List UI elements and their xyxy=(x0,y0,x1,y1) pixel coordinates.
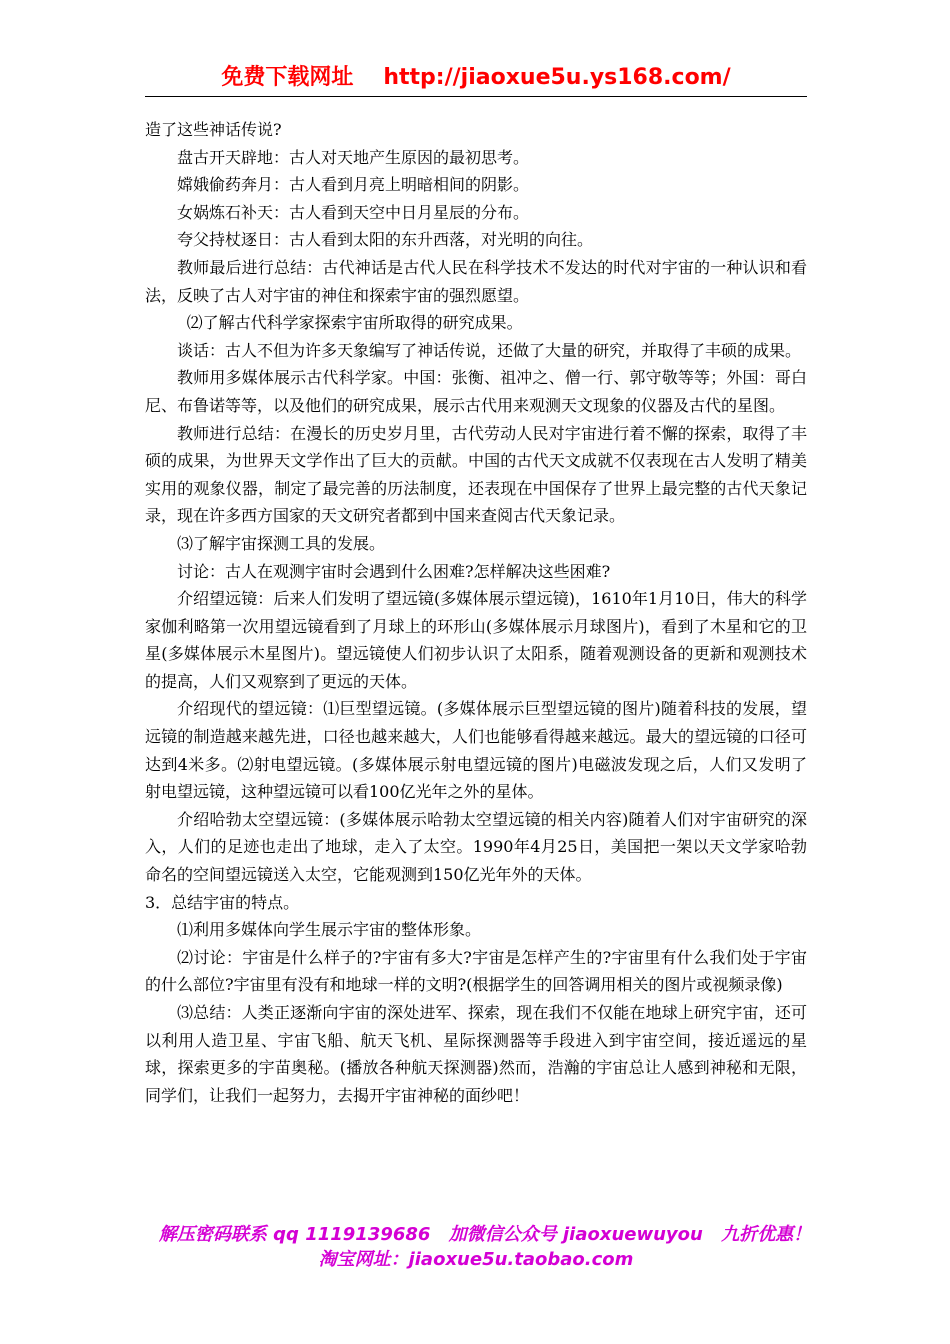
paragraph: 夸父持杖逐日：古人看到太阳的东升西落，对光明的向往。 xyxy=(177,230,594,250)
paragraph: ⑶总结：人类正逐渐向宇宙的深处进军、探索，现在我们不仅能在地球上研究宇宙，还可以利用人造卫星、宇宙飞船、航天飞机、星际探测器等手段进入到宇宙空间，接近遥远的星球，探索更多的宇苗奥秘。(播放各种航天探测器)然而，浩瀚的宇宙总让人感到神秘和无限，同学们，让我们一起努力，去揭开宇宙神秘的面纱吧！ xyxy=(145,1003,807,1105)
header-label: 免费下载网址 xyxy=(221,65,354,90)
page-header xyxy=(145,62,807,97)
paragraph: 讨论：古人在观测宇宙时会遇到什么困难?怎样解决这些困难? xyxy=(177,561,611,581)
header-url[interactable]: http://jiaoxue5u.ys168.com/ xyxy=(383,65,731,90)
footer-discount: 九折优惠！ xyxy=(721,1224,812,1245)
paragraph: 谈话：古人不但为许多天象编写了神话传说，还做了大量的研究，并取得了丰硕的成果。 xyxy=(177,340,802,360)
paragraph: 教师进行总结：在漫长的历史岁月里，古代劳动人民对宇宙进行着不懈的探索，取得了丰硕的成果，为世界天文学作出了巨大的贡献。中国的古代天文成就不仅表现在古人发明了精美实用的观象仪器，制定了最完善的历法制度，还表现在中国保存了世界上最完整的古代天象记录，现在许多西方国家的天文研究者都到中国来查阅古代天象记录。 xyxy=(145,423,807,526)
paragraph: 介绍哈勃太空望远镜：(多媒体展示哈勃太空望远镜的相关内容)随着人们对宇宙研究的深入，人们的足迹也走出了地球，走入了太空。1990年4月25日，美国把一架以天文学家哈勃命名的空间望远镜送入太空，它能观测到150亿光年外的天体。 xyxy=(145,809,807,885)
paragraph: 教师最后进行总结：古代神话是古代人民在科学技术不发达的时代对宇宙的一种认识和看法，反映了古人对宇宙的神住和探索宇宙的强烈愿望。 xyxy=(145,257,807,305)
section-heading: 3．总结宇宙的特点。 xyxy=(145,892,300,912)
paragraph: 教师用多媒体展示古代科学家。中国：张衡、祖冲之、僧一行、郭守敬等等；外国：哥白尼、布鲁诺等等，以及他们的研究成果，展示古代用来观测天文现象的仪器及古代的星图。 xyxy=(145,368,807,415)
paragraph: 造了这些神话传说? xyxy=(145,120,282,139)
paragraph: ⑵了解古代科学家探索宇宙所取得的研究成果。 xyxy=(186,313,523,333)
paragraph: 盘古开天辟地：古人对天地产生原因的最初思考。 xyxy=(177,147,530,167)
paragraph: ⑶了解宇宙探测工具的发展。 xyxy=(177,533,386,553)
paragraph: 嫦娥偷药奔月：古人看到月亮上明暗相间的阴影。 xyxy=(177,175,530,195)
footer-contact xyxy=(145,1220,825,1246)
footer-qq: 解压密码联系 qq 1119139686 xyxy=(158,1224,431,1245)
footer-taobao[interactable]: 淘宝网址：jiaoxue5u.taobao.com xyxy=(318,1249,634,1270)
paragraph: 女娲炼石补天：古人看到天空中日月星辰的分布。 xyxy=(177,202,530,222)
paragraph: ⑴利用多媒体向学生展示宇宙的整体形象。 xyxy=(177,920,482,940)
footer-wechat: 加微信公众号 jiaoxuewuyou xyxy=(448,1224,703,1245)
document-body xyxy=(145,116,807,1109)
paragraph: 介绍望远镜：后来人们发明了望远镜(多媒体展示望远镜)，1610年1月10日，伟大的科学家伽利略第一次用望远镜看到了月球上的环形山(多媒体展示月球图片)，看到了木星和它的卫星(多媒体展示木星图片)。望远镜使人们初步认识了太阳系，随着观测设备的更新和观测技术的提高，人们又观察到了更远的天体。 xyxy=(145,589,807,691)
paragraph: ⑵讨论：宇宙是什么样子的?宇宙有多大?宇宙是怎样产生的?宇宙里有什么我们处于宇宙的什么部位?宇宙里有没有和地球一样的文明?(根据学生的回答调用相关的图片或视频录像) xyxy=(145,947,807,995)
paragraph: 介绍现代的望远镜：⑴巨型望远镜。(多媒体展示巨型望远镜的图片)随着科技的发展，望远镜的制造越来越先进，口径也越来越大，人们也能够看得越来越远。最大的望远镜的口径可达到4米多。⑵射电望远镜。(多媒体展示射电望远镜的图片)电磁波发现之后，人们又发明了射电望远镜，这种望远镜可以看100亿光年之外的星体。 xyxy=(145,699,807,802)
